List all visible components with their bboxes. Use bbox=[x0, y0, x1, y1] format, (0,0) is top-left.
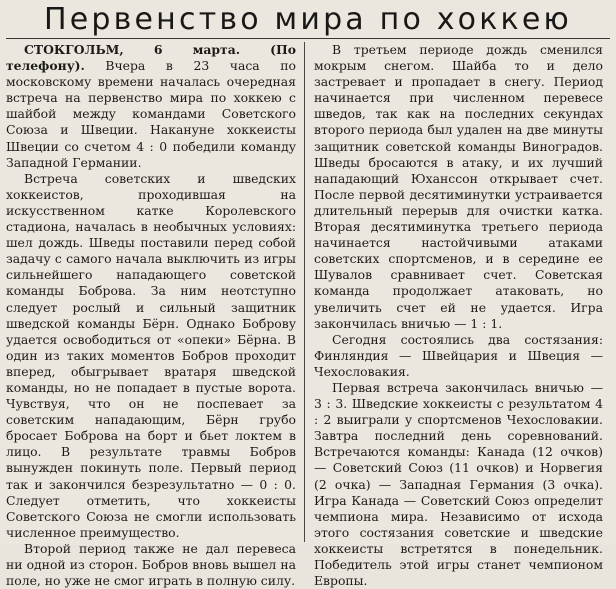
left-paragraph-2: Встреча советских и шведских хоккеистов, проходившая на искусственном катке Королевского стадиона, началась в необычных условиях: шел дождь. Шведы поставили перед собой задачу с самого начала выключить из игры сильнейшего нападающего советской команды Боброва. За ним неотступно следует рослый и сильный защитник шведской команды Бёрн. Однако Боброву удается освободиться от «опеки» Бёрна. В один из таких моментов Бобров проходит вперед, обыгрывает вратаря шведской команды, но не попадает в пустые ворота. Чувствуя, что он не поспевает за советским нападающим, Бёрн грубо бросает Боброва на борт и бьет локтем в лицо. В результате травмы Бобров вынужден покинуть поле. Первый период так и закончился безрезультатно — 0 : 0. Следует отметить, что хоккеисты Советского Союза не смогли использовать численное преимущество. bbox=[6, 170, 296, 540]
headline-rule bbox=[6, 38, 610, 39]
right-paragraph-1: В третьем периоде дождь сменился мокрым снегом. Шайба то и дело застревает и пропадает в снегу. Период начинается при численном перевесе шведов, так как на последних секундах второго периода был удален на две минуты защитник советской команды Виноградов. Шведы бросаются в атаку, и их лучший нападающий Юханссон открывает счет. После первой десятиминутки устраивается длительный перерыв для очистки катка. Вторая десятиминутка третьего периода начинается настойчивыми атаками советских спортсменов, и в середине ее Шувалов сравнивает счет. Советская команда продолжает атаковать, но увеличить счет ей не удается. Игра закончилась вничью — 1 : 1. bbox=[314, 42, 603, 331]
right-paragraph-2: Сегодня состоялись два состязания: Финляндия — Швейцария и Швеция — Чехословакия. bbox=[314, 331, 603, 379]
left-paragraph-1 bbox=[6, 42, 296, 171]
article-columns bbox=[6, 42, 610, 589]
right-column bbox=[305, 42, 603, 589]
headline: Первенство мира по хоккею bbox=[43, 2, 572, 37]
right-paragraph-3: Первая встреча закончилась вничью — 3 : 3. Шведские хоккеисты с результатом 4 : 2 выиграли у спортсменов Чехословакии. Завтра последний день соревнований. Встречаются команды: Канада (12 очков) — Советский Союз (11 очков) и Норвегия (2 очка) — Западная Германия (3 очка). Игра Канада — Советский Союз определит чемпиона мира. Независимо от исхода этого состязания советские и шведские хоккеисты встретятся в понедельник. Победитель этой игры станет чемпионом Европы. bbox=[314, 379, 603, 589]
dateline: СТОКГОЛЬМ, 6 марта. (По телефону). bbox=[6, 42, 296, 74]
left-paragraph-1-text: Вчера в 23 часа по московскому времени началась очередная встреча на первенство мира по хоккею с шайбой между командами Советского Союза и Швеции. Накануне хоккеисты Швеции со счетом 4 : 0 победили команду Западной Германии. bbox=[6, 58, 296, 170]
left-paragraph-3: Второй период также не дал перевеса ни одной из сторон. Бобров вновь вышел на поле, но уже не смог играть в полную силу. bbox=[6, 540, 296, 589]
left-column bbox=[6, 42, 304, 589]
